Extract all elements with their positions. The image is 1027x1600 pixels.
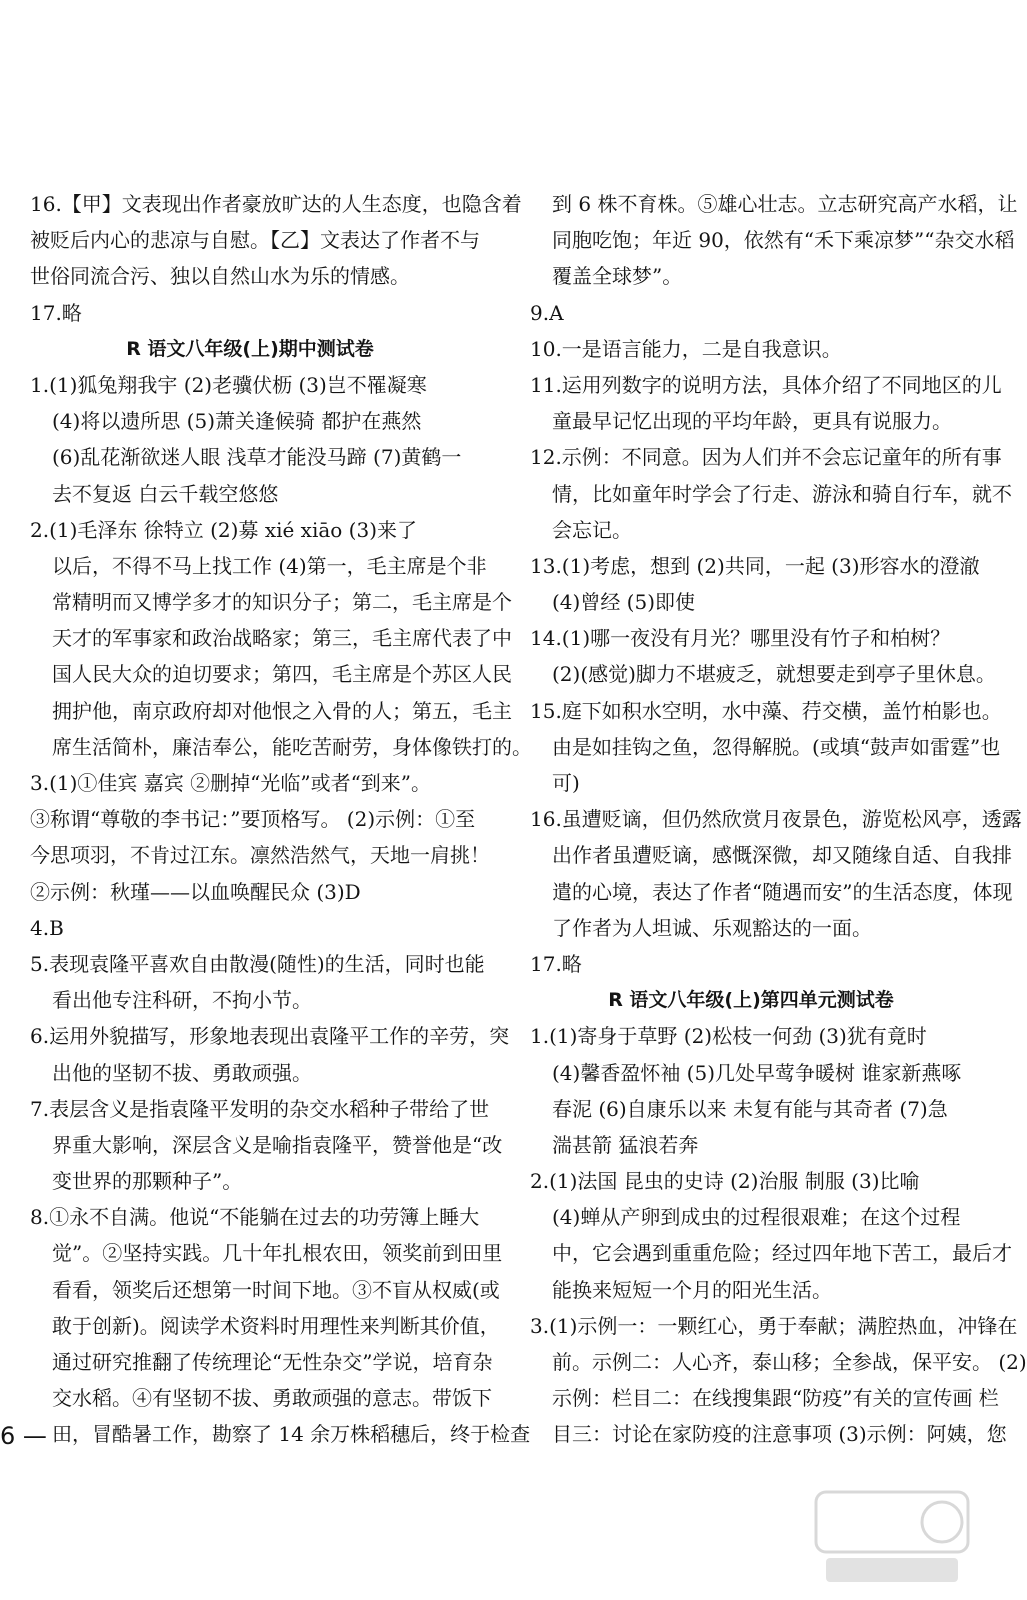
answer-line: 前。示例二：人心齐，泰山移；全参战，保平安。 (2) (552, 1350, 1027, 1374)
answer-line: 看出他专注科研，不拘小节。 (52, 988, 312, 1013)
answer-line: (4)曾经 (5)即使 (552, 590, 696, 615)
answer-line: 被贬后内心的悲凉与自慰。【乙】文表达了作者不与 (30, 228, 480, 253)
answer-line: 常精明而又博学多才的知识分子；第二，毛主席是个 (52, 590, 512, 615)
answer-line: 变世界的那颗种子”。 (52, 1169, 243, 1194)
answer-line: 湍甚箭 猛浪若奔 (552, 1132, 699, 1157)
answer-line: 童最早记忆出现的平均年龄，更具有说服力。 (552, 409, 952, 434)
answer-line: 世俗同流合污、独以自然山水为乐的情感。 (30, 264, 410, 289)
answer-line: 13.(1)考虑，想到 (2)共同，一起 (3)形容水的澄澈 (530, 553, 980, 578)
answer-line: 16.【甲】文表现出作者豪放旷达的人生态度，也隐含着 (30, 192, 522, 216)
page-number: 6 — (0, 1422, 47, 1450)
answer-line: 3.(1)①佳宾 嘉宾 ②删掉“光临”或者“到来”。 (30, 771, 432, 795)
answer-line: 15.庭下如积水空明，水中藻、荇交横，盖竹柏影也。 (530, 698, 1002, 723)
answer-line: 6.运用外貌描写，形象地表现出袁隆平工作的辛劳，突 (30, 1024, 510, 1049)
answer-line: 国人民大众的迫切要求；第四，毛主席是个苏区人民 (52, 662, 512, 687)
answer-line: 春泥 (6)自康乐以来 未复有能与其奇者 (7)急 (552, 1096, 948, 1121)
answer-line: 8.①永不自满。他说“不能躺在过去的功劳簿上睡大 (30, 1205, 480, 1230)
answer-line: 界重大影响，深层含义是喻指袁隆平，赞誉他是“改 (52, 1132, 503, 1157)
answer-line: 1.(1)寄身于草野 (2)松枝一何劲 (3)犹有竟时 (530, 1024, 927, 1049)
answer-line: 同胞吃饱；年近 90，依然有“禾下乘凉梦”“杂交水稻 (552, 228, 1015, 253)
answer-line: 17.略 (530, 951, 582, 976)
answer-line: 4.B (30, 915, 64, 940)
answer-line: 了作者为人坦诚、乐观豁达的一面。 (552, 915, 872, 940)
answer-line: 拥护他，南京政府却对他恨之入骨的人；第五，毛主 (52, 698, 512, 723)
answer-line: 交水稻。④有坚韧不拔、勇敢顽强的意志。带饭下 (52, 1386, 492, 1411)
answer-line: 1.(1)狐兔翔我宇 (2)老骥伏枥 (3)岂不罹凝寒 (30, 372, 427, 397)
answer-line: 情，比如童年时学会了行走、游泳和骑自行车，就不 (552, 481, 1012, 506)
section-title: R 语文八年级(上)期中测试卷 (126, 337, 374, 360)
answer-line: 去不复返 白云千载空悠悠 (52, 481, 279, 506)
answer-line: 12.示例：不同意。因为人们并不会忘记童年的所有事 (530, 445, 1002, 470)
answer-line: 5.表现袁隆平喜欢自由散漫(随性)的生活，同时也能 (30, 951, 485, 976)
answer-line: 11.运用列数字的说明方法，具体介绍了不同地区的儿 (530, 372, 1002, 397)
answer-line: (6)乱花渐欲迷人眼 浅草才能没马蹄 (7)黄鹤一 (52, 445, 462, 470)
answer-line: (4)蝉从产卵到成虫的过程很艰难；在这个过程 (552, 1205, 961, 1230)
answer-line: 以后，不得不马上找工作 (4)第一，毛主席是个非 (52, 553, 487, 578)
answer-line: ③称谓“尊敬的李书记：”要顶格写。 (2)示例：①至 (30, 807, 476, 832)
answer-line: 田，冒酷暑工作，勘察了 14 余万株稻穗后，终于检查 (52, 1422, 531, 1447)
answer-line: 14.(1)哪一夜没有月光？哪里没有竹子和柏树？ (530, 626, 951, 651)
answer-line: 出他的坚韧不拔、勇敢顽强。 (52, 1060, 312, 1085)
answer-line: 会忘记。 (552, 517, 632, 542)
answer-line: 覆盖全球梦”。 (552, 264, 683, 289)
answer-line: 3.(1)示例一：一颗红心，勇于奉献；满腔热血，冲锋在 (530, 1313, 1018, 1338)
answer-line: 天才的军事家和政治战略家；第三，毛主席代表了中 (52, 626, 512, 651)
answer-line: 中，它会遇到重重危险；经过四年地下苦工，最后才 (552, 1241, 1012, 1266)
watermark-logo-icon (812, 1488, 972, 1588)
answer-line: 可) (552, 771, 580, 795)
answer-line: 看看，领奖后还想第一时间下地。③不盲从权威(或 (52, 1277, 500, 1302)
answer-line: 能换来短短一个月的阳光生活。 (552, 1277, 832, 1302)
answer-line: 通过研究推翻了传统理论“无性杂交”学说，培育杂 (52, 1350, 493, 1374)
answer-line: 10.一是语言能力，二是自我意识。 (530, 336, 842, 361)
answer-line: 示例：栏目二：在线搜集跟“防疫”有关的宣传画 栏 (552, 1386, 999, 1411)
answer-line: 觉”。②坚持实践。几十年扎根农田，领奖前到田里 (52, 1241, 503, 1266)
answer-line: 16.虽遭贬谪，但仍然欣赏月夜景色，游览松风亭，透露 (530, 807, 1022, 832)
answer-line: 席生活简朴，廉洁奉公，能吃苦耐劳，身体像铁打的。 (52, 734, 532, 759)
answer-line: 遣的心境，表达了作者“随遇而安”的生活态度，体现 (552, 879, 1013, 904)
answer-line: 由是如挂钩之鱼，忽得解脱。(或填“鼓声如雷霆”也 (552, 734, 1001, 759)
section-title: R 语文八年级(上)第四单元测试卷 (608, 989, 894, 1012)
answer-line: 9.A (530, 300, 564, 325)
answer-line: 到 6 株不育株。⑤雄心壮志。立志研究高产水稻，让 (552, 192, 1018, 216)
answer-line: (4)将以遗所思 (5)萧关逢候骑 都护在燕然 (52, 409, 422, 434)
answer-line: 2.(1)法国 昆虫的史诗 (2)治服 制服 (3)比喻 (530, 1169, 920, 1194)
answer-line: 2.(1)毛泽东 徐特立 (2)募 xié xiāo (3)来了 (30, 517, 418, 542)
answer-line: 出作者虽遭贬谪，感慨深微，却又随缘自适、自我排 (552, 843, 1012, 868)
answer-line: 敢于创新)。阅读学术资料时用理性来判断其价值， (52, 1313, 500, 1338)
answer-line: (4)馨香盈怀袖 (5)几处早莺争暖树 谁家新燕啄 (552, 1060, 962, 1085)
right-column (530, 186, 1027, 1453)
left-column (30, 186, 532, 1453)
answer-line: 7.表层含义是指袁隆平发明的杂交水稻种子带给了世 (30, 1096, 490, 1121)
answer-line: 17.略 (30, 300, 82, 325)
answer-line: (2)(感觉)脚力不堪疲乏，就想要走到亭子里休息。 (552, 662, 996, 687)
answer-line: ②示例：秋瑾——以血唤醒民众 (3)D (30, 879, 361, 904)
answer-line: 今思项羽，不肯过江东。凛然浩然气，天地一肩挑！ (30, 843, 490, 868)
answer-line: 目三：讨论在家防疫的注意事项 (3)示例：阿姨，您 (552, 1422, 1007, 1447)
